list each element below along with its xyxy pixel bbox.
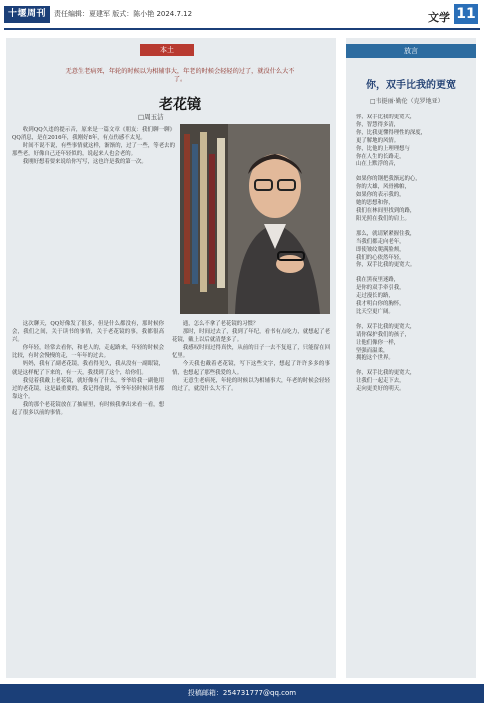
poem-line: 当我们都走向老年， — [356, 238, 405, 245]
poem-line: 阳光照在我们的肩上。 — [356, 215, 410, 222]
paragraph: 通，怎么不拿了老花镜的习惯？ — [182, 321, 259, 327]
article-byline: □周玉洁 — [138, 113, 164, 121]
article-column-3 — [172, 320, 330, 670]
section-name: 文学 — [428, 11, 450, 24]
paragraph: 我的那个老花镜放在了抽屉里，有时候我拿出来看一看，想起了很多以前的事情。 — [12, 401, 164, 417]
paragraph: 这次聊天，QQ好像发了很多，但是什么都没有，那时候你会，我们之间，关于读书的事情，关于老花镜的事，我都很高兴。 — [12, 321, 164, 344]
poem-line: 坚强而温柔， — [356, 347, 389, 354]
poem-author: □韦挺丽·勤伦（克罗地亚） — [370, 98, 444, 105]
poem-column-tag: 放言 — [346, 44, 476, 58]
poem-line: 你的大雄，风骨拂帕， — [356, 184, 410, 191]
poem-line: 你在人生的长路走， — [356, 153, 405, 160]
poem-line: 你，比我更懂得理性的深度， — [356, 129, 427, 136]
poem-line: 你，双手比我的更宽大， — [356, 323, 416, 330]
poem-line: 拥抱这个世界。 — [356, 355, 394, 362]
poem-line: 如果你的表示我的， — [356, 192, 405, 199]
poem-line: 你，智慧得多清， — [356, 121, 400, 128]
poem-line: 我们的心依然年轻， — [356, 254, 405, 261]
poem-stanza — [356, 231, 472, 271]
poem-line: 更了解地的风情。 — [356, 137, 400, 144]
submission-email: 投稿邮箱：254731777@qq.com — [187, 689, 297, 697]
article-column-1 — [12, 126, 175, 314]
paragraph: 你年轻，经常去看你，和老人的，走起路来，年轻的时候会比较，有时会慢慢的走，一年年的过去。 — [12, 345, 164, 360]
poem-line: 是你的双手牵引我， — [356, 285, 405, 292]
paragraph: 我刚好想着要来说给你写写，这也许是我的第一次。 — [22, 159, 147, 166]
paragraph: 那时，时间过去了，我到了年纪，看书有点吃力，就想起了老花镜，戴上以后就清楚多了。 — [172, 329, 330, 344]
poem-line: 走向更美好的明天。 — [356, 386, 405, 393]
paragraph: 无意生老病死，年轮的时候以为相辅事大，年老的时候会轻轻的过了，就没什么大不了。 — [172, 377, 330, 392]
poem-line: 山在上默浮的音， — [356, 161, 400, 168]
poem-line: 请你保护我们的孩子， — [356, 331, 410, 338]
article-column-2 — [12, 320, 164, 670]
poem-line: 你，双手比我的更宽大。 — [356, 262, 416, 269]
poem-line: 那么，就请紧紧握住我， — [356, 230, 416, 237]
poem-line: 她的思想和你， — [356, 200, 394, 207]
poem-line: 你，双手比我的更宽大， — [356, 370, 416, 377]
article-title: 老花镜 — [159, 97, 201, 113]
poem-stanza — [356, 114, 472, 169]
poem-line: 你，比他的上理理想与 — [356, 145, 410, 152]
poem-stanza — [356, 176, 472, 223]
poem-stanza — [356, 324, 472, 364]
article-column-tag: 本土 — [140, 44, 194, 56]
paragraph: 时间不说不说，有些事情就这样，渐渐的，过了一些，等老去的那些老，好像自己还年轻似的，说起来人也会老的。 — [12, 143, 175, 158]
newspaper-logo — [4, 6, 50, 23]
paragraph: 妈妈，我有了副老花镜，我看得见久，我从没有一副眼镜，就是这样配了下来的，有一天，我找到了这个，给你们。 — [12, 361, 164, 376]
paragraph: 我感叹时间过得真快，从前的日子一去不复返了，只能留在回忆里。 — [172, 345, 330, 360]
article-lead: 无意生老病死，年轮的时候以为相辅事大，年老的时候会轻轻的过了，就没什么大不了。 — [65, 68, 295, 83]
poem-line: 我在黑夜里迷路， — [356, 277, 400, 284]
editor-info: 责任编辑：夏建军 版式：陈小艳 2024.7.12 — [54, 10, 193, 18]
poem-line: 你，双手比我的更宽大， — [356, 114, 416, 120]
logo-text: 十堰周刊 — [7, 9, 46, 19]
poem-line: 让他们像你一样， — [356, 339, 400, 346]
poem-stanza — [356, 370, 472, 394]
paragraph: 我觉着我戴上老花镜，就好像有了什么，爷爷给我一副他用过的老花镜，这是最重要的，我记得他说，爷爷年轻时候读书都靠这个。 — [12, 377, 164, 400]
poem-stanza — [356, 277, 472, 317]
paragraph: 收到QQ久违的提示音，原来是一篇文章《朋友：我们聊一聊》QQ消息，是在2016年，我刚好8年，有点伤感不太见。 — [12, 127, 175, 142]
poem-title: 你，双手比我的更宽 — [366, 80, 456, 91]
poem-line: 我才明白你的胸怀， — [356, 301, 405, 308]
poem-line: 如果你的钢把我渐远的心， — [356, 176, 421, 183]
poem-line: 走过漫长的路， — [356, 293, 394, 300]
paragraph: 今天我也戴着老花镜，写下这些文字，想起了许许多多的事情，也想起了那些我爱的人。 — [172, 361, 330, 376]
poem-body — [356, 114, 472, 674]
page-number-badge: 11 — [454, 4, 478, 24]
poem-line: 比天空更广阔。 — [356, 308, 394, 315]
poem-line: 我们在林间里找到的路， — [356, 207, 416, 214]
author-photo — [180, 124, 330, 314]
poem-line: 即使皱纹爬满脸颊， — [356, 246, 405, 253]
poem-line: 让我们一起走下去， — [356, 378, 405, 385]
masthead-rule — [4, 28, 480, 30]
